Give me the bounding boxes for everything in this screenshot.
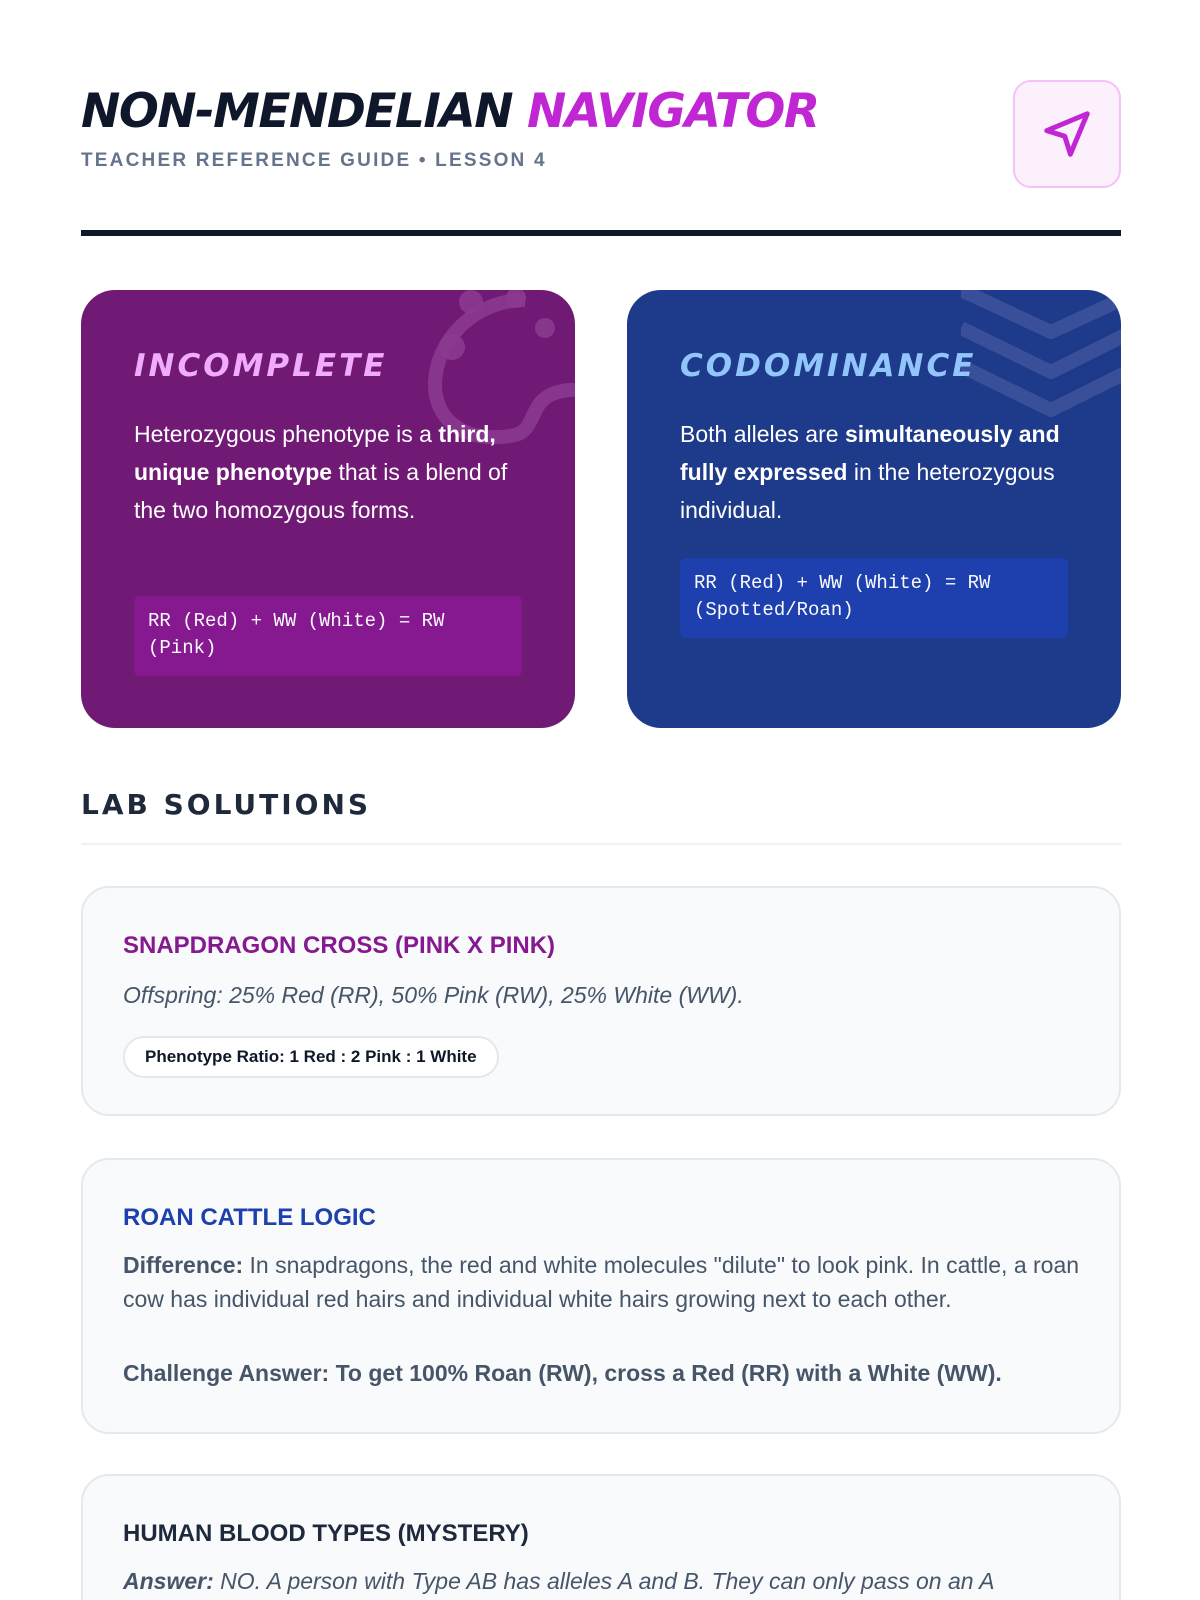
snapdragon-title: SNAPDRAGON CROSS (PINK X PINK) — [123, 932, 556, 959]
section-divider — [81, 843, 1121, 845]
answer-label: Answer: — [123, 1568, 214, 1594]
answer-text: NO. A person with Type AB has alleles A and B. They can only pass on an A — [213, 1568, 995, 1594]
difference-text: In snapdragons, the red and white molecules "dilute" to look pink. In cattle, a roan cow has individual red hairs and individual white hairs growing next to each other. — [123, 1252, 1080, 1312]
roan-challenge-answer: Challenge Answer: To get 100% Roan (RW), cross a Red (RR) with a White (WW). — [123, 1360, 1002, 1386]
roan-difference — [123, 1248, 1083, 1316]
roan-solution-card — [81, 1158, 1121, 1434]
blood-types-answer — [123, 1564, 1083, 1598]
codominance-description — [680, 415, 1070, 529]
lab-solutions-heading: LAB SOLUTIONS — [81, 788, 372, 821]
snapdragon-solution-card — [81, 886, 1121, 1116]
navigation-arrow-icon — [1040, 107, 1094, 161]
page-title — [81, 84, 819, 139]
header-divider — [81, 230, 1121, 236]
incomplete-example-code: RR (Red) + WW (White) = RW (Pink) — [134, 596, 522, 676]
phenotype-ratio-badge: Phenotype Ratio: 1 Red : 2 Pink : 1 White — [123, 1036, 499, 1078]
incomplete-description — [134, 415, 524, 529]
blood-types-solution-card — [81, 1474, 1121, 1600]
incomplete-title: INCOMPLETE — [134, 348, 388, 384]
codominance-card — [627, 290, 1121, 728]
roan-title: ROAN CATTLE LOGIC — [123, 1204, 376, 1231]
header — [81, 80, 1121, 190]
codominance-text-1: Both alleles are — [680, 421, 845, 447]
incomplete-text-1: Heterozygous phenotype is a — [134, 421, 439, 447]
codominance-title: CODOMINANCE — [680, 348, 977, 384]
title-main: NON-MENDELIAN — [81, 84, 513, 139]
snapdragon-offspring: Offspring: 25% Red (RR), 50% Pink (RW), 25% White (WW). — [123, 982, 744, 1008]
codominance-text-2: in the heterozygous individual. — [680, 459, 1055, 523]
title-accent: NAVIGATOR — [526, 84, 819, 139]
difference-label: Difference: — [123, 1252, 244, 1278]
page-subtitle: TEACHER REFERENCE GUIDE • LESSON 4 — [81, 150, 547, 171]
blood-types-title: HUMAN BLOOD TYPES (MYSTERY) — [123, 1520, 529, 1547]
codominance-text-bold: simultaneously and fully expressed — [680, 421, 1060, 485]
codominance-example-code: RR (Red) + WW (White) = RW (Spotted/Roan) — [680, 558, 1068, 638]
incomplete-text-2: that is a blend of the two homozygous forms. — [134, 459, 508, 523]
navigate-button[interactable] — [1013, 80, 1121, 188]
incomplete-text-bold: third, unique phenotype — [134, 421, 496, 485]
incomplete-card — [81, 290, 575, 728]
